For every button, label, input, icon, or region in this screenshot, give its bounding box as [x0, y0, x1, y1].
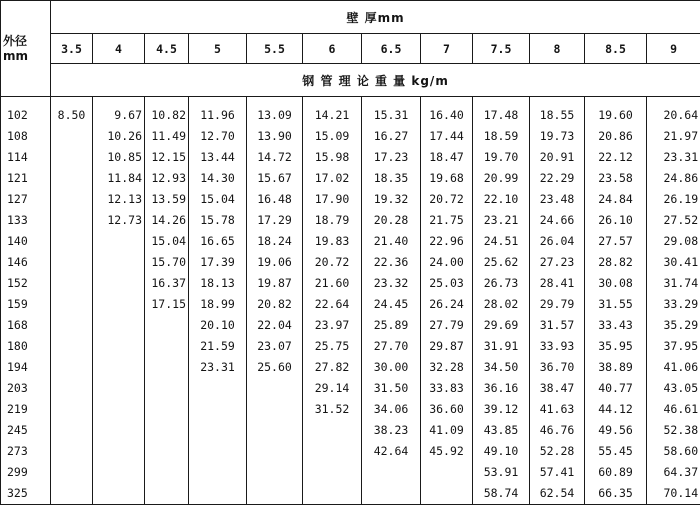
weight-cell — [362, 462, 421, 483]
weight-cell: 13.09 — [247, 97, 303, 127]
weight-cell: 17.48 — [473, 97, 530, 127]
table-row — [1, 483, 700, 505]
weight-cell — [51, 357, 93, 378]
weight-cell: 57.41 — [530, 462, 585, 483]
weight-cell: 20.10 — [189, 315, 247, 336]
wall-thickness-cell: 4.5 — [145, 34, 189, 64]
wall-thickness-cell: 5 — [189, 34, 247, 64]
weight-cell: 23.21 — [473, 210, 530, 231]
weight-cell: 14.26 — [145, 210, 189, 231]
weight-cell: 12.13 — [93, 189, 145, 210]
weight-cell — [51, 420, 93, 441]
weight-cell: 11.84 — [93, 168, 145, 189]
weight-cell: 60.89 — [585, 462, 647, 483]
weight-title: 钢 管 理 论 重 量 kg/m — [51, 64, 700, 97]
weight-cell: 18.24 — [247, 231, 303, 252]
weight-cell: 41.06 — [647, 357, 700, 378]
table-row — [1, 231, 700, 252]
outer-diameter-cell: 325 — [1, 483, 51, 505]
wall-thickness-row — [1, 34, 700, 64]
weight-cell: 23.32 — [362, 273, 421, 294]
outer-diameter-cell: 108 — [1, 126, 51, 147]
weight-cell: 58.60 — [647, 441, 700, 462]
weight-cell: 64.37 — [647, 462, 700, 483]
weight-cell — [145, 483, 189, 505]
weight-cell: 10.85 — [93, 147, 145, 168]
weight-cell: 22.10 — [473, 189, 530, 210]
table-row — [1, 378, 700, 399]
weight-cell: 31.74 — [647, 273, 700, 294]
weight-cell: 15.09 — [303, 126, 362, 147]
outer-diameter-cell: 133 — [1, 210, 51, 231]
weight-cell: 18.55 — [530, 97, 585, 127]
wall-thickness-cell: 6.5 — [362, 34, 421, 64]
weight-cell: 38.23 — [362, 420, 421, 441]
weight-cell: 20.86 — [585, 126, 647, 147]
weight-cell: 52.28 — [530, 441, 585, 462]
weight-cell: 18.79 — [303, 210, 362, 231]
weight-cell — [189, 420, 247, 441]
weight-cell — [93, 399, 145, 420]
weight-cell — [93, 483, 145, 505]
weight-cell: 38.89 — [585, 357, 647, 378]
weight-cell: 21.97 — [647, 126, 700, 147]
weight-cell: 21.60 — [303, 273, 362, 294]
weight-cell — [303, 483, 362, 505]
weight-cell: 9.67 — [93, 97, 145, 127]
weight-cell: 15.31 — [362, 97, 421, 127]
outer-diameter-cell: 159 — [1, 294, 51, 315]
table-row — [1, 168, 700, 189]
outer-diameter-cell: 152 — [1, 273, 51, 294]
weight-cell: 19.32 — [362, 189, 421, 210]
weight-cell: 43.05 — [647, 378, 700, 399]
weight-cell — [93, 441, 145, 462]
weight-cell: 45.92 — [421, 441, 473, 462]
weight-cell: 10.26 — [93, 126, 145, 147]
weight-cell: 32.28 — [421, 357, 473, 378]
weight-cell: 23.31 — [647, 147, 700, 168]
weight-cell: 23.48 — [530, 189, 585, 210]
weight-cell: 22.36 — [362, 252, 421, 273]
outer-diameter-cell: 203 — [1, 378, 51, 399]
outer-diameter-cell: 121 — [1, 168, 51, 189]
weight-cell — [51, 189, 93, 210]
wall-thickness-title: 壁 厚mm — [51, 1, 700, 34]
table-row — [1, 462, 700, 483]
weight-cell: 29.69 — [473, 315, 530, 336]
weight-cell: 28.02 — [473, 294, 530, 315]
weight-cell — [145, 441, 189, 462]
table-body — [1, 97, 700, 505]
weight-cell: 15.04 — [189, 189, 247, 210]
table-row — [1, 252, 700, 273]
weight-cell: 22.12 — [585, 147, 647, 168]
weight-cell: 17.15 — [145, 294, 189, 315]
weight-cell: 16.48 — [247, 189, 303, 210]
weight-cell — [362, 483, 421, 505]
weight-cell: 12.73 — [93, 210, 145, 231]
weight-cell: 44.12 — [585, 399, 647, 420]
weight-cell: 24.66 — [530, 210, 585, 231]
weight-cell — [51, 273, 93, 294]
weight-cell: 25.60 — [247, 357, 303, 378]
weight-cell — [51, 126, 93, 147]
weight-cell: 17.44 — [421, 126, 473, 147]
outer-diameter-header: 外径 mm — [1, 1, 51, 97]
weight-cell: 22.29 — [530, 168, 585, 189]
wall-thickness-cell: 3.5 — [51, 34, 93, 64]
weight-cell: 26.10 — [585, 210, 647, 231]
weight-cell: 36.60 — [421, 399, 473, 420]
weight-cell: 55.45 — [585, 441, 647, 462]
weight-cell: 29.87 — [421, 336, 473, 357]
weight-cell: 35.29 — [647, 315, 700, 336]
weight-cell — [421, 462, 473, 483]
weight-cell: 11.96 — [189, 97, 247, 127]
weight-cell: 58.74 — [473, 483, 530, 505]
weight-cell: 36.70 — [530, 357, 585, 378]
weight-cell — [93, 462, 145, 483]
weight-cell: 33.93 — [530, 336, 585, 357]
table-row — [1, 420, 700, 441]
weight-cell: 22.96 — [421, 231, 473, 252]
weight-cell: 12.15 — [145, 147, 189, 168]
weight-cell — [51, 231, 93, 252]
weight-cell — [51, 483, 93, 505]
table-row — [1, 294, 700, 315]
weight-cell: 25.03 — [421, 273, 473, 294]
weight-cell: 17.23 — [362, 147, 421, 168]
weight-cell: 46.76 — [530, 420, 585, 441]
table-row — [1, 441, 700, 462]
weight-cell: 27.52 — [647, 210, 700, 231]
table-row — [1, 357, 700, 378]
weight-cell: 31.50 — [362, 378, 421, 399]
weight-cell — [189, 483, 247, 505]
weight-cell: 17.29 — [247, 210, 303, 231]
weight-cell: 15.98 — [303, 147, 362, 168]
weight-cell: 26.19 — [647, 189, 700, 210]
weight-cell: 35.95 — [585, 336, 647, 357]
weight-cell — [51, 294, 93, 315]
weight-cell: 19.70 — [473, 147, 530, 168]
outer-diameter-cell: 102 — [1, 97, 51, 127]
weight-cell: 17.39 — [189, 252, 247, 273]
outer-diameter-cell: 273 — [1, 441, 51, 462]
weight-cell: 27.79 — [421, 315, 473, 336]
weight-cell — [93, 231, 145, 252]
weight-cell: 40.77 — [585, 378, 647, 399]
weight-cell — [93, 378, 145, 399]
weight-cell — [189, 462, 247, 483]
weight-cell — [51, 378, 93, 399]
weight-cell: 15.04 — [145, 231, 189, 252]
weight-cell: 26.04 — [530, 231, 585, 252]
weight-cell: 16.40 — [421, 97, 473, 127]
weight-cell: 20.64 — [647, 97, 700, 127]
weight-cell: 25.75 — [303, 336, 362, 357]
weight-cell — [303, 462, 362, 483]
wall-thickness-cell: 8.5 — [585, 34, 647, 64]
weight-cell: 20.28 — [362, 210, 421, 231]
weight-cell: 70.14 — [647, 483, 700, 505]
weight-cell: 14.21 — [303, 97, 362, 127]
weight-cell: 34.50 — [473, 357, 530, 378]
weight-cell: 24.00 — [421, 252, 473, 273]
weight-cell: 19.83 — [303, 231, 362, 252]
weight-cell: 22.64 — [303, 294, 362, 315]
weight-cell: 34.06 — [362, 399, 421, 420]
table-row — [1, 315, 700, 336]
outer-diameter-cell: 168 — [1, 315, 51, 336]
weight-cell: 12.70 — [189, 126, 247, 147]
weight-cell: 27.70 — [362, 336, 421, 357]
weight-cell: 24.51 — [473, 231, 530, 252]
weight-cell — [247, 483, 303, 505]
weight-cell: 23.07 — [247, 336, 303, 357]
weight-cell — [189, 399, 247, 420]
weight-cell: 17.02 — [303, 168, 362, 189]
weight-cell: 15.67 — [247, 168, 303, 189]
weight-cell: 18.59 — [473, 126, 530, 147]
weight-cell: 26.73 — [473, 273, 530, 294]
table-row — [1, 399, 700, 420]
weight-cell: 18.99 — [189, 294, 247, 315]
outer-diameter-cell: 140 — [1, 231, 51, 252]
wall-thickness-cell: 4 — [93, 34, 145, 64]
weight-cell — [303, 441, 362, 462]
weight-cell: 52.38 — [647, 420, 700, 441]
weight-cell: 43.85 — [473, 420, 530, 441]
weight-cell — [51, 210, 93, 231]
outer-diameter-cell: 114 — [1, 147, 51, 168]
weight-cell: 66.35 — [585, 483, 647, 505]
weight-cell: 29.79 — [530, 294, 585, 315]
weight-cell: 24.84 — [585, 189, 647, 210]
weight-cell — [51, 168, 93, 189]
table-row — [1, 189, 700, 210]
weight-cell: 23.31 — [189, 357, 247, 378]
outer-diameter-cell: 146 — [1, 252, 51, 273]
wall-thickness-cell: 6 — [303, 34, 362, 64]
weight-cell: 19.87 — [247, 273, 303, 294]
wall-thickness-cell: 7 — [421, 34, 473, 64]
weight-cell: 30.08 — [585, 273, 647, 294]
weight-cell: 11.49 — [145, 126, 189, 147]
weight-cell: 14.72 — [247, 147, 303, 168]
weight-cell: 27.82 — [303, 357, 362, 378]
weight-cell: 21.75 — [421, 210, 473, 231]
weight-cell — [51, 252, 93, 273]
weight-cell: 30.41 — [647, 252, 700, 273]
weight-cell: 15.70 — [145, 252, 189, 273]
weight-cell — [145, 399, 189, 420]
weight-cell — [145, 378, 189, 399]
weight-cell: 18.13 — [189, 273, 247, 294]
weight-cell: 19.68 — [421, 168, 473, 189]
weight-cell: 49.10 — [473, 441, 530, 462]
outer-diameter-cell: 219 — [1, 399, 51, 420]
weight-cell: 23.58 — [585, 168, 647, 189]
outer-diameter-cell: 245 — [1, 420, 51, 441]
weight-cell: 62.54 — [530, 483, 585, 505]
weight-cell: 38.47 — [530, 378, 585, 399]
weight-cell — [247, 420, 303, 441]
weight-cell — [247, 462, 303, 483]
weight-cell: 22.04 — [247, 315, 303, 336]
weight-cell: 8.50 — [51, 97, 93, 127]
weight-cell: 19.06 — [247, 252, 303, 273]
weight-cell: 24.45 — [362, 294, 421, 315]
weight-cell — [145, 420, 189, 441]
weight-cell: 31.57 — [530, 315, 585, 336]
weight-cell — [93, 315, 145, 336]
weight-cell: 16.65 — [189, 231, 247, 252]
table-row — [1, 336, 700, 357]
table-row — [1, 147, 700, 168]
weight-cell: 21.59 — [189, 336, 247, 357]
weight-cell: 12.93 — [145, 168, 189, 189]
weight-cell: 28.41 — [530, 273, 585, 294]
weight-cell: 41.63 — [530, 399, 585, 420]
outer-diameter-cell: 180 — [1, 336, 51, 357]
weight-cell — [93, 252, 145, 273]
weight-cell — [303, 420, 362, 441]
weight-cell — [51, 441, 93, 462]
weight-cell: 26.24 — [421, 294, 473, 315]
table-row — [1, 126, 700, 147]
weight-cell: 29.14 — [303, 378, 362, 399]
weight-cell — [145, 336, 189, 357]
weight-cell: 33.43 — [585, 315, 647, 336]
weight-cell — [189, 378, 247, 399]
weight-cell — [93, 294, 145, 315]
weight-cell: 14.30 — [189, 168, 247, 189]
weight-cell: 20.91 — [530, 147, 585, 168]
weight-cell — [93, 273, 145, 294]
weight-cell: 37.95 — [647, 336, 700, 357]
weight-cell: 17.90 — [303, 189, 362, 210]
outer-diameter-cell: 299 — [1, 462, 51, 483]
weight-cell: 41.09 — [421, 420, 473, 441]
weight-cell: 27.23 — [530, 252, 585, 273]
weight-cell — [51, 315, 93, 336]
weight-cell: 27.57 — [585, 231, 647, 252]
weight-cell: 31.52 — [303, 399, 362, 420]
weight-cell — [247, 441, 303, 462]
table-row — [1, 97, 700, 127]
weight-cell: 31.55 — [585, 294, 647, 315]
weight-cell — [189, 441, 247, 462]
weight-cell: 19.60 — [585, 97, 647, 127]
weight-cell: 20.72 — [303, 252, 362, 273]
wall-thickness-cell: 8 — [530, 34, 585, 64]
weight-cell — [93, 420, 145, 441]
weight-cell: 18.35 — [362, 168, 421, 189]
weight-cell: 28.82 — [585, 252, 647, 273]
weight-cell: 13.44 — [189, 147, 247, 168]
wall-thickness-cell: 9 — [647, 34, 700, 64]
weight-cell: 33.83 — [421, 378, 473, 399]
weight-cell — [247, 399, 303, 420]
weight-cell: 49.56 — [585, 420, 647, 441]
outer-diameter-cell: 127 — [1, 189, 51, 210]
weight-cell — [51, 147, 93, 168]
weight-cell: 31.91 — [473, 336, 530, 357]
weight-cell: 13.90 — [247, 126, 303, 147]
weight-cell: 53.91 — [473, 462, 530, 483]
weight-cell: 20.99 — [473, 168, 530, 189]
weight-cell — [51, 399, 93, 420]
wall-thickness-cell: 7.5 — [473, 34, 530, 64]
weight-cell: 39.12 — [473, 399, 530, 420]
weight-cell: 19.73 — [530, 126, 585, 147]
weight-cell: 10.82 — [145, 97, 189, 127]
weight-cell: 29.08 — [647, 231, 700, 252]
weight-cell: 33.29 — [647, 294, 700, 315]
weight-cell: 16.37 — [145, 273, 189, 294]
weight-cell: 24.86 — [647, 168, 700, 189]
weight-cell: 20.82 — [247, 294, 303, 315]
weight-cell — [145, 357, 189, 378]
weight-cell: 18.47 — [421, 147, 473, 168]
table-row — [1, 273, 700, 294]
wall-thickness-cell: 5.5 — [247, 34, 303, 64]
weight-cell — [93, 357, 145, 378]
weight-cell: 21.40 — [362, 231, 421, 252]
weight-cell: 36.16 — [473, 378, 530, 399]
weight-cell: 30.00 — [362, 357, 421, 378]
weight-cell: 15.78 — [189, 210, 247, 231]
weight-cell: 25.89 — [362, 315, 421, 336]
weight-cell: 16.27 — [362, 126, 421, 147]
weight-cell — [145, 315, 189, 336]
weight-cell — [51, 462, 93, 483]
weight-cell — [247, 378, 303, 399]
weight-cell — [93, 336, 145, 357]
weight-cell: 25.62 — [473, 252, 530, 273]
table-row — [1, 210, 700, 231]
weight-cell — [51, 336, 93, 357]
weight-cell — [145, 462, 189, 483]
weight-cell: 42.64 — [362, 441, 421, 462]
weight-cell — [421, 483, 473, 505]
weight-cell: 23.97 — [303, 315, 362, 336]
weight-cell: 46.61 — [647, 399, 700, 420]
weight-cell: 20.72 — [421, 189, 473, 210]
outer-diameter-cell: 194 — [1, 357, 51, 378]
weight-cell: 13.59 — [145, 189, 189, 210]
